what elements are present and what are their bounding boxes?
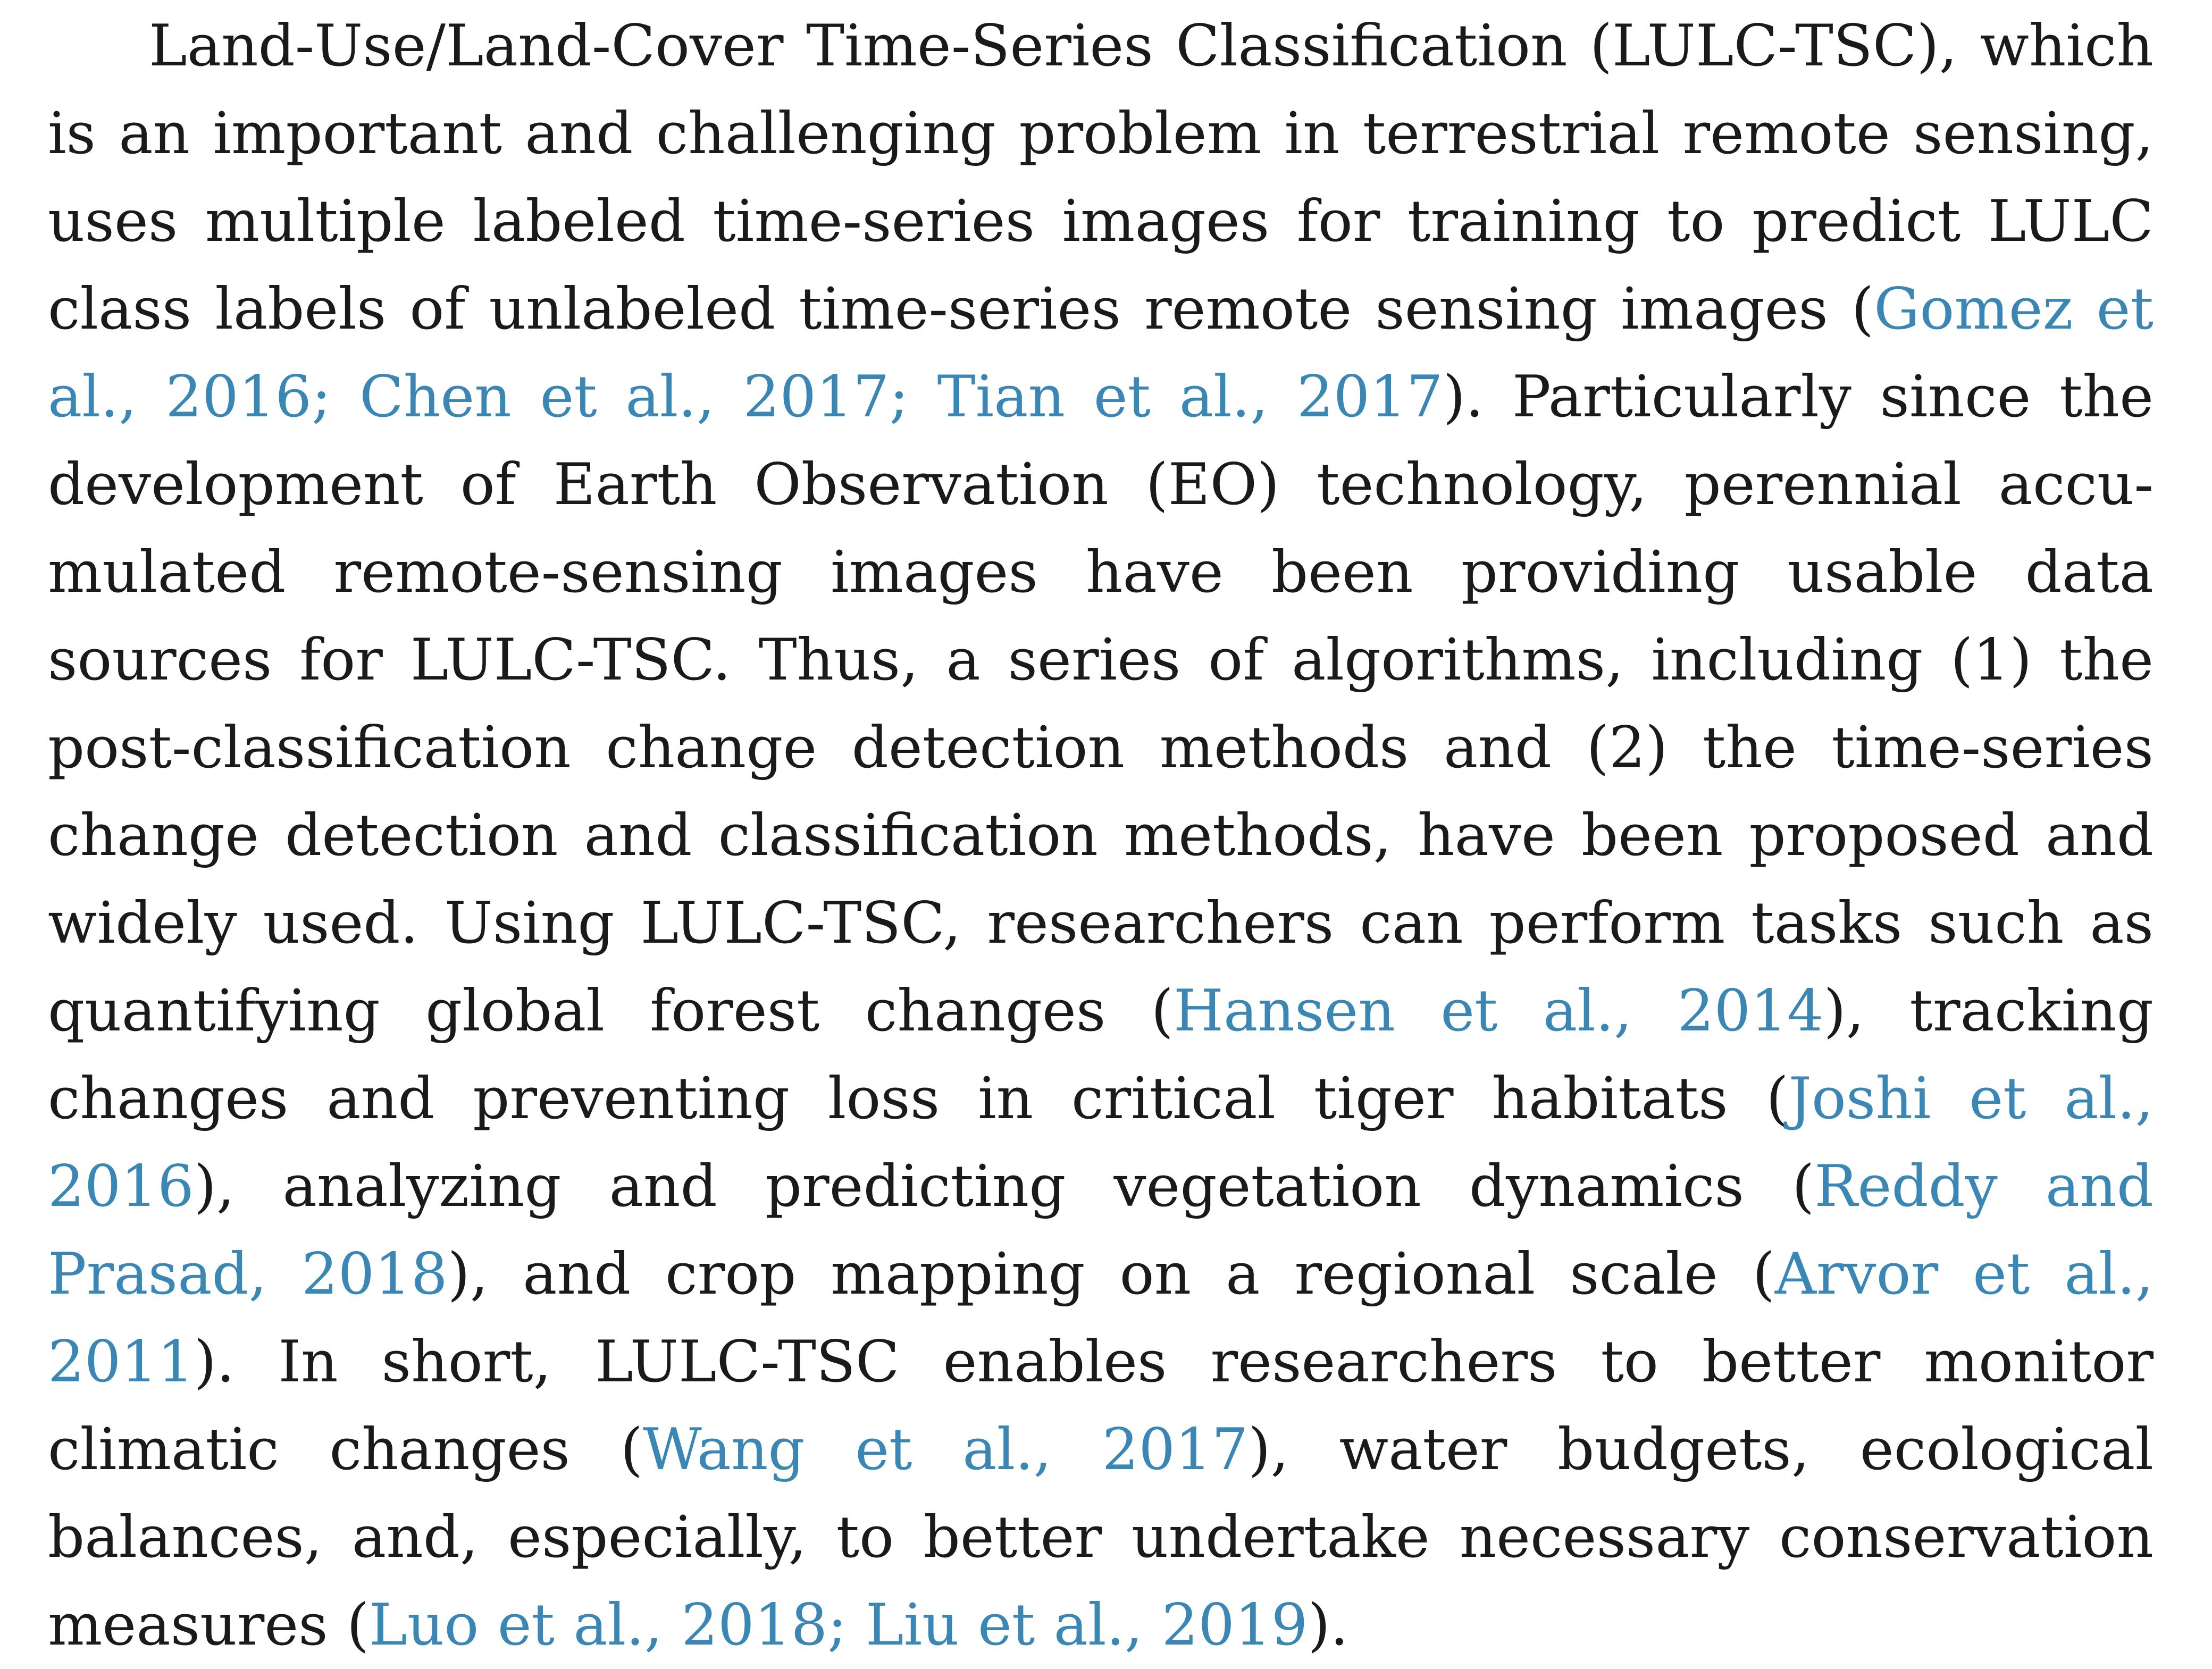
text-segment: ), analyzing and predicting vegetation dynamics ( xyxy=(194,1153,1815,1220)
citation-link-gomez-chen-tian[interactable]: Gomez et al., 2016; Chen et al., 2017; Tian et al., 2017 xyxy=(48,276,2154,430)
body-paragraph xyxy=(48,2,2154,1669)
document-page xyxy=(48,0,2154,1658)
citation-link-wang[interactable]: Wang et al., 2017 xyxy=(642,1416,1249,1483)
citation-link-hansen[interactable]: Hansen et al., 2014 xyxy=(1173,978,1824,1044)
text-segment: Land-Use/Land-Cover Time-Series Classification (LULC-TSC), which is an important and challenging problem in terrestrial remote sensing, uses multiple labeled time-series images for training to predict LULC class labels of unlabeled time-series remote sensing images ( xyxy=(48,13,2154,342)
citation-link-reddy-prasad[interactable]: Reddy and Prasad, 2018 xyxy=(48,1153,2154,1307)
citation-link-luo-liu[interactable]: Luo et al., 2018; Liu et al., 2019 xyxy=(369,1592,1308,1658)
text-segment: ), water budgets, ecological balances, and, especially, to better undertake necessary conservation measures ( xyxy=(48,1416,2154,1658)
text-segment: ). Particularly since the development of Earth Observation (EO) technology, perennial accumulated remote-sensing images have been providing usable data sources for LULC-TSC. Thus, a series of algorithms, including (1) the post-classification change detection methods and (2) the time-series change detection and classification methods, have been proposed and widely used. Using LULC-TSC, researchers can perform tasks such as quantifying global forest changes ( xyxy=(48,364,2154,1044)
citation-link-arvor[interactable]: Arvor et al., 2011 xyxy=(48,1241,2154,1395)
text-segment: ), and crop mapping on a regional scale ( xyxy=(447,1241,1775,1307)
citation-link-joshi[interactable]: Joshi et al., 2016 xyxy=(48,1066,2154,1220)
text-segment: ). In short, LULC-TSC enables researchers to better monitor climatic changes ( xyxy=(48,1329,2154,1483)
text-segment: ), tracking changes and preventing loss in critical tiger habitats ( xyxy=(48,978,2154,1132)
text-segment: ). xyxy=(1308,1592,1348,1658)
